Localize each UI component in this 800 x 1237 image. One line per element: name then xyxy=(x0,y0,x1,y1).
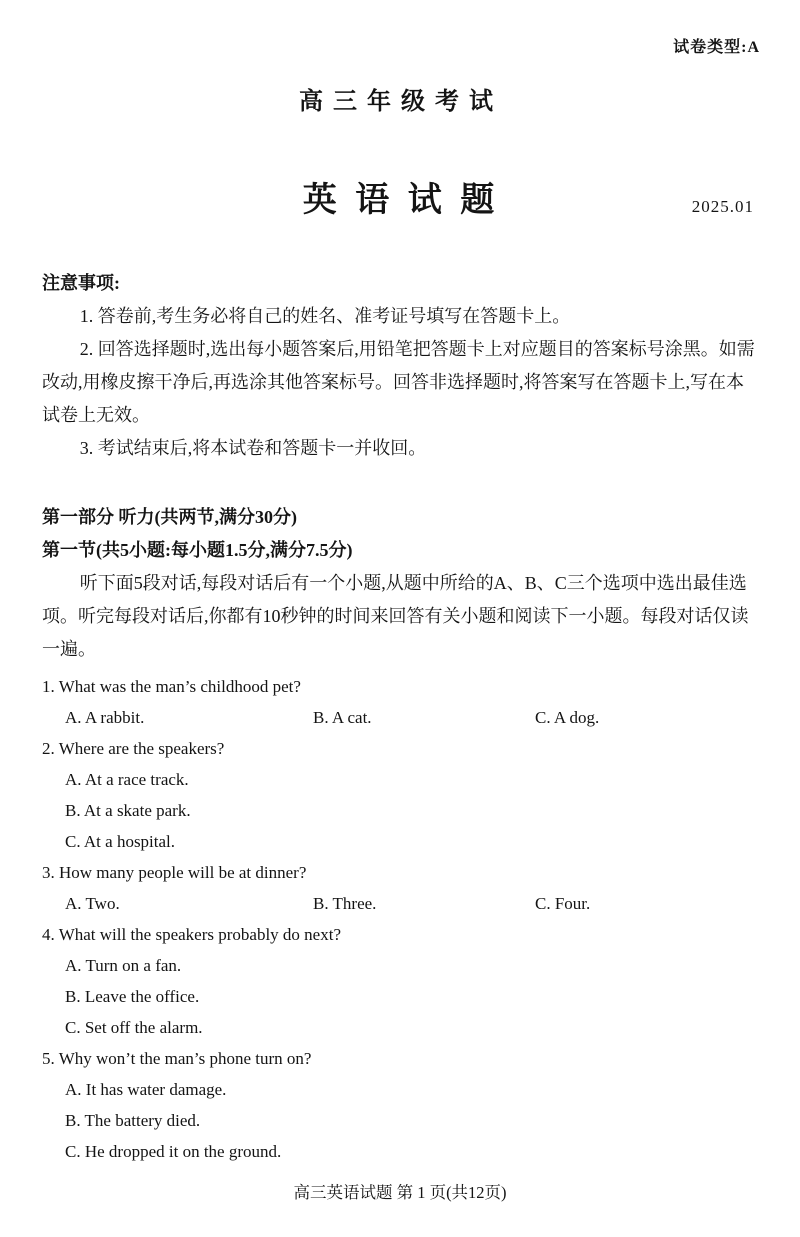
question-1-option-c: C. A dog. xyxy=(535,708,600,727)
notes-section xyxy=(42,267,760,465)
question-4 xyxy=(42,919,760,1043)
question-2-option-c: C. At a hospital. xyxy=(65,832,176,851)
exam-title: 高三年级考试 xyxy=(299,89,503,115)
question-3-option-a: A. Two. xyxy=(65,894,120,913)
question-2-option-b: B. At a skate park. xyxy=(65,801,191,820)
note-item-1: 1. 答卷前,考生务必将自己的姓名、准考证号填写在答题卡上。 xyxy=(79,306,571,326)
question-3-text: 3. How many people will be at dinner? xyxy=(42,863,307,882)
question-2-option-a: A. At a race track. xyxy=(65,770,189,789)
question-4-option-b: B. Leave the office. xyxy=(65,987,200,1006)
notes-heading: 注意事项: xyxy=(42,273,120,293)
exam-date: 2025.01 xyxy=(691,197,754,216)
question-5-option-b: B. The battery died. xyxy=(65,1111,201,1130)
question-2 xyxy=(42,733,760,857)
note-item-3: 3. 考试结束后,将本试卷和答题卡一并收回。 xyxy=(79,438,427,458)
listening-instructions: 听下面5段对话,每段对话后有一个小题,从题中所给的A、B、C三个选项中选出最佳选项。听完每段对话后,你都有10秒钟的时间来回答有关小题和阅读下一小题。每段对话仅读一遍。 xyxy=(42,573,749,659)
question-5-option-c: C. He dropped it on the ground. xyxy=(65,1142,282,1161)
note-item-2: 2. 回答选择题时,选出每小题答案后,用铅笔把答题卡上对应题目的答案标号涂黑。如需改动,用橡皮擦干净后,再选涂其他答案标号。回答非选择题时,将答案写在答题卡上,写在本试卷上无效。 xyxy=(42,339,755,425)
question-4-text: 4. What will the speakers probably do next? xyxy=(42,925,341,944)
section-one-heading: 第一节(共5小题:每小题1.5分,满分7.5分) xyxy=(42,540,353,560)
question-3 xyxy=(42,857,760,919)
part-one-heading: 第一部分 听力(共两节,满分30分) xyxy=(42,507,297,527)
question-1-option-b: B. A cat. xyxy=(313,708,372,727)
question-1-option-a: A. A rabbit. xyxy=(65,708,145,727)
question-5-text: 5. Why won’t the man’s phone turn on? xyxy=(42,1049,312,1068)
question-1 xyxy=(42,671,760,733)
question-3-options xyxy=(42,888,760,919)
question-4-option-a: A. Turn on a fan. xyxy=(65,956,182,975)
page-footer: 高三英语试题 第 1 页(共12页) xyxy=(293,1183,507,1202)
question-5 xyxy=(42,1043,760,1167)
listening-section xyxy=(42,501,760,666)
question-4-option-c: C. Set off the alarm. xyxy=(65,1018,203,1037)
question-3-option-b: B. Three. xyxy=(313,894,377,913)
questions-list xyxy=(42,671,760,1167)
question-1-text: 1. What was the man’s childhood pet? xyxy=(42,677,301,696)
question-5-option-a: A. It has water damage. xyxy=(65,1080,227,1099)
question-3-option-c: C. Four. xyxy=(535,894,591,913)
paper-type-label: 试卷类型:A xyxy=(673,39,760,56)
question-2-text: 2. Where are the speakers? xyxy=(42,739,225,758)
subject-title-row xyxy=(42,172,760,221)
question-1-options xyxy=(42,702,760,733)
subject-title: 英 语 试 题 xyxy=(302,182,500,219)
